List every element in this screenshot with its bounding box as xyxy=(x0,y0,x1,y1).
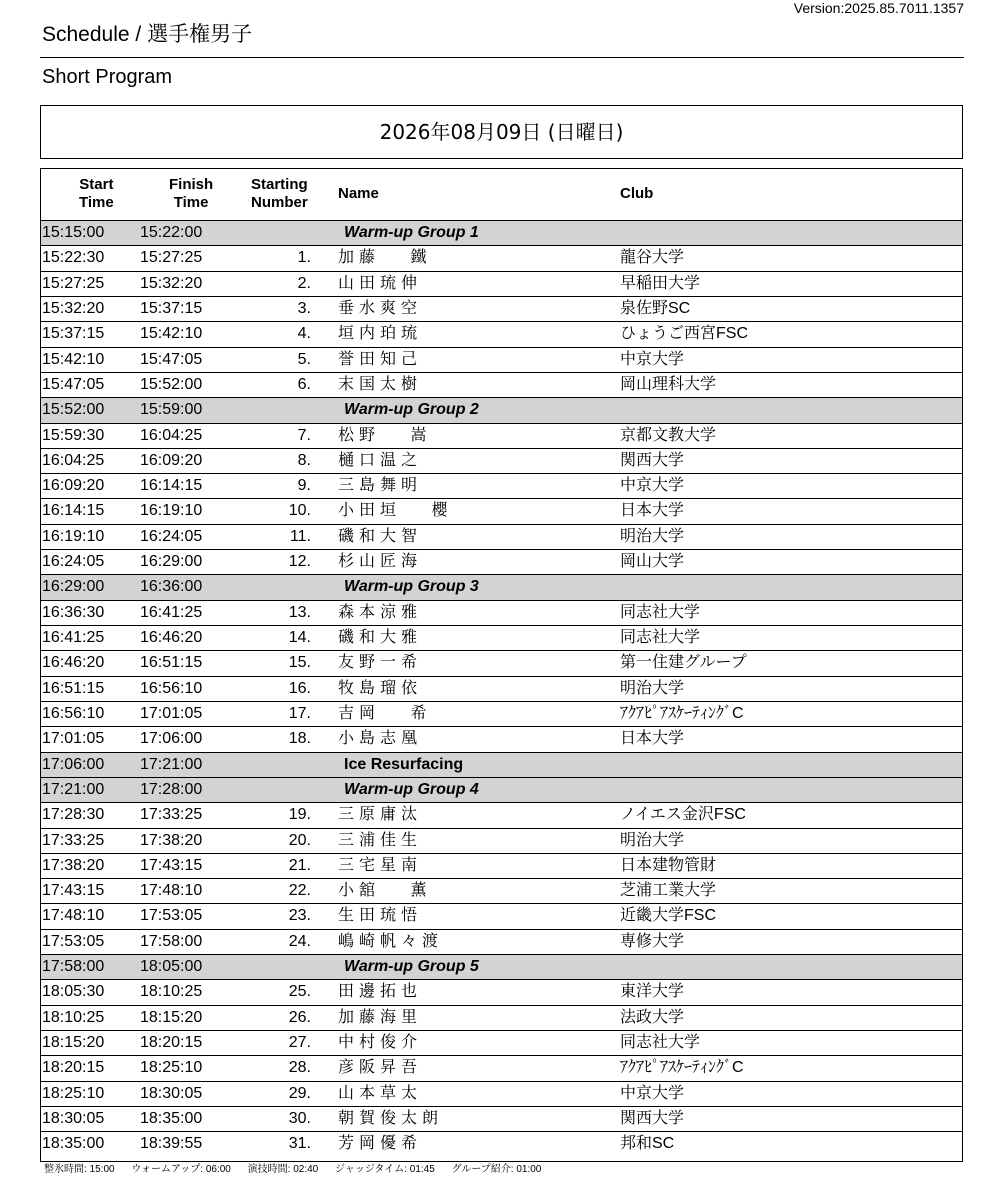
table-row xyxy=(41,727,962,752)
start-time-cell: 17:38:20 xyxy=(42,856,105,874)
skater-name-cell: 友野一希 xyxy=(338,654,423,672)
table-row xyxy=(41,297,962,322)
group-label-cell: Warm-up Group 4 xyxy=(344,780,479,798)
skater-name-cell: 三宅星南 xyxy=(338,856,423,874)
start-time-cell: 15:15:00 xyxy=(42,224,105,241)
starting-number-cell: 7. xyxy=(297,426,311,444)
skater-name-cell: 三島舞明 xyxy=(338,477,423,495)
skater-name-cell: 彦阪昇吾 xyxy=(338,1059,423,1077)
start-time-cell: 16:14:15 xyxy=(42,502,105,520)
starting-number-cell: 2. xyxy=(297,274,311,292)
club-cell: 第一住建グループ xyxy=(620,654,747,672)
start-time-cell: 17:21:00 xyxy=(42,780,105,798)
finish-time-cell: 15:32:20 xyxy=(140,274,203,292)
page-subtitle: Short Program xyxy=(42,66,173,88)
start-time-cell: 18:25:10 xyxy=(42,1084,105,1102)
footer-program-time: 演技時間: 02:40 xyxy=(247,1164,319,1175)
start-time-cell: 15:52:00 xyxy=(42,401,105,419)
finish-time-cell: 15:47:05 xyxy=(140,350,203,368)
footer-judge-time: ジャッジタイム: 01:45 xyxy=(335,1164,435,1175)
club-cell: 同志社大学 xyxy=(620,603,701,621)
finish-time-cell: 15:37:15 xyxy=(140,299,203,317)
group-label-cell: Warm-up Group 1 xyxy=(344,224,479,241)
finish-time-cell: 16:56:10 xyxy=(140,679,203,697)
finish-time-cell: 16:36:00 xyxy=(140,578,203,596)
club-cell: 早稲田大学 xyxy=(620,274,701,292)
skater-name-cell: 小舘 薫 xyxy=(338,882,432,900)
club-cell: 法政大学 xyxy=(620,1008,685,1026)
club-cell: 明治大学 xyxy=(620,679,685,697)
start-time-cell: 15:22:30 xyxy=(42,249,105,267)
start-time-cell: 16:09:20 xyxy=(42,477,105,495)
table-row xyxy=(41,550,962,575)
club-cell: 日本大学 xyxy=(620,730,685,748)
starting-number-cell: 17. xyxy=(288,704,311,722)
header-club: Club xyxy=(620,185,654,202)
starting-number-cell: 22. xyxy=(288,882,311,900)
table-row xyxy=(41,322,962,347)
start-time-cell: 18:20:15 xyxy=(42,1059,105,1077)
club-cell: 邦和SC xyxy=(620,1135,675,1153)
skater-name-cell: 芳岡優希 xyxy=(338,1135,423,1153)
starting-number-cell: 3. xyxy=(297,299,311,317)
table-row xyxy=(41,373,962,398)
table-row xyxy=(41,677,962,702)
start-time-cell: 18:10:25 xyxy=(42,1008,105,1026)
table-body xyxy=(41,221,962,1158)
title-bar xyxy=(40,16,964,58)
footer-summary xyxy=(44,1164,555,1176)
start-time-cell: 15:32:20 xyxy=(42,299,105,317)
start-time-cell: 16:46:20 xyxy=(42,654,105,672)
skater-name-cell: 山田琉伸 xyxy=(338,274,423,292)
table-row xyxy=(41,1107,962,1132)
start-time-cell: 16:41:25 xyxy=(42,629,105,646)
finish-time-cell: 15:42:10 xyxy=(140,325,203,343)
table-row xyxy=(41,525,962,550)
club-cell: 岡山大学 xyxy=(620,553,685,571)
finish-time-cell: 18:39:55 xyxy=(140,1135,203,1153)
finish-time-cell: 16:46:20 xyxy=(140,629,203,646)
skater-name-cell: 生田琉悟 xyxy=(338,907,423,925)
club-cell: 中京大学 xyxy=(620,350,685,368)
finish-time-cell: 16:51:15 xyxy=(140,654,203,672)
club-cell: 京都文教大学 xyxy=(620,426,717,444)
start-time-cell: 16:04:25 xyxy=(42,451,105,469)
table-row xyxy=(41,449,962,474)
table-row xyxy=(41,879,962,904)
finish-time-cell: 15:27:25 xyxy=(140,249,203,267)
start-time-cell: 15:59:30 xyxy=(42,426,105,444)
start-time-cell: 16:56:10 xyxy=(42,704,105,722)
table-row xyxy=(41,626,962,651)
club-cell: 日本大学 xyxy=(620,502,685,520)
skater-name-cell: 三原庸汰 xyxy=(338,806,423,824)
club-cell: 中京大学 xyxy=(620,1084,685,1102)
group-label-cell: Ice Resurfacing xyxy=(344,755,464,773)
starting-number-cell: 28. xyxy=(288,1059,311,1077)
skater-name-cell: 磯和大雅 xyxy=(338,629,423,646)
finish-time-cell: 18:10:25 xyxy=(140,983,203,1001)
club-cell: ｱｸｱﾋﾟｱｽｹｰﾃｨﾝｸﾞC xyxy=(620,1059,744,1077)
start-time-cell: 17:58:00 xyxy=(42,958,105,976)
finish-time-cell: 17:43:15 xyxy=(140,856,203,874)
start-time-cell: 17:01:05 xyxy=(42,730,105,748)
club-cell: 明治大学 xyxy=(620,831,685,849)
finish-time-cell: 16:14:15 xyxy=(140,477,203,495)
start-time-cell: 16:36:30 xyxy=(42,603,105,621)
table-row xyxy=(41,474,962,499)
start-time-cell: 16:19:10 xyxy=(42,527,105,545)
table-row xyxy=(41,930,962,955)
starting-number-cell: 25. xyxy=(288,983,311,1001)
table-row xyxy=(41,246,962,271)
header-start-time: Start Time xyxy=(79,176,114,211)
table-row xyxy=(41,272,962,297)
finish-time-cell: 16:09:20 xyxy=(140,451,203,469)
start-time-cell: 15:42:10 xyxy=(42,350,105,368)
club-cell: 関西大学 xyxy=(620,1109,685,1127)
club-cell: 龍谷大学 xyxy=(620,249,685,267)
finish-time-cell: 17:06:00 xyxy=(140,730,203,748)
start-time-cell: 18:30:05 xyxy=(42,1109,105,1127)
skater-name-cell: 杉山匠海 xyxy=(338,553,423,571)
starting-number-cell: 1. xyxy=(297,249,311,267)
finish-time-cell: 17:28:00 xyxy=(140,780,203,798)
club-cell: 専修大学 xyxy=(620,932,685,950)
warmup-group-row xyxy=(41,575,962,600)
skater-name-cell: 吉岡 希 xyxy=(338,704,432,722)
start-time-cell: 16:29:00 xyxy=(42,578,105,596)
skater-name-cell: 嶋崎帆々渡 xyxy=(338,932,444,950)
table-row xyxy=(41,1132,962,1157)
club-cell: 中京大学 xyxy=(620,477,685,495)
finish-time-cell: 17:38:20 xyxy=(140,831,203,849)
finish-time-cell: 18:15:20 xyxy=(140,1008,203,1026)
finish-time-cell: 18:05:00 xyxy=(140,958,203,976)
skater-name-cell: 牧島瑠依 xyxy=(338,679,423,697)
starting-number-cell: 8. xyxy=(297,451,311,469)
header-name: Name xyxy=(338,185,379,202)
start-time-cell: 15:37:15 xyxy=(42,325,105,343)
table-row xyxy=(41,424,962,449)
start-time-cell: 17:28:30 xyxy=(42,806,105,824)
club-cell: 芝浦工業大学 xyxy=(620,882,717,900)
warmup-group-row xyxy=(41,398,962,423)
club-cell: 近畿大学FSC xyxy=(620,907,717,925)
table-row xyxy=(41,348,962,373)
start-time-cell: 18:05:30 xyxy=(42,983,105,1001)
skater-name-cell: 森本涼雅 xyxy=(338,603,423,621)
table-row xyxy=(41,904,962,929)
start-time-cell: 16:51:15 xyxy=(42,679,105,697)
skater-name-cell: 小島志凰 xyxy=(338,730,423,748)
finish-time-cell: 18:30:05 xyxy=(140,1084,203,1102)
finish-time-cell: 18:35:00 xyxy=(140,1109,203,1127)
warmup-group-row xyxy=(41,955,962,980)
table-row xyxy=(41,1056,962,1081)
table-row xyxy=(41,854,962,879)
table-row xyxy=(41,1082,962,1107)
event-date: 2026年08月09日 (日曜日) xyxy=(379,120,624,144)
starting-number-cell: 6. xyxy=(297,375,311,393)
skater-name-cell: 磯和大智 xyxy=(338,527,423,545)
starting-number-cell: 9. xyxy=(297,477,311,495)
finish-time-cell: 15:22:00 xyxy=(140,224,203,241)
finish-time-cell: 15:52:00 xyxy=(140,375,203,393)
resurfacing-row xyxy=(41,753,962,778)
starting-number-cell: 24. xyxy=(288,932,311,950)
finish-time-cell: 17:33:25 xyxy=(140,806,203,824)
finish-time-cell: 16:04:25 xyxy=(140,426,203,444)
group-label-cell: Warm-up Group 5 xyxy=(344,958,479,976)
skater-name-cell: 末国太樹 xyxy=(338,375,423,393)
skater-name-cell: 誉田知己 xyxy=(338,350,423,368)
finish-time-cell: 16:19:10 xyxy=(140,502,203,520)
starting-number-cell: 21. xyxy=(288,856,311,874)
table-row xyxy=(41,1006,962,1031)
starting-number-cell: 20. xyxy=(288,831,311,849)
starting-number-cell: 18. xyxy=(288,730,311,748)
finish-time-cell: 18:25:10 xyxy=(140,1059,203,1077)
finish-time-cell: 17:48:10 xyxy=(140,882,203,900)
footer-warmup-time: ウォームアップ: 06:00 xyxy=(131,1164,231,1175)
start-time-cell: 15:47:05 xyxy=(42,375,105,393)
warmup-group-row xyxy=(41,221,962,246)
club-cell: ひょうご西宮FSC xyxy=(620,325,749,343)
club-cell: 関西大学 xyxy=(620,451,685,469)
page-title: Schedule / 選手権男子 xyxy=(42,23,253,46)
starting-number-cell: 26. xyxy=(288,1008,311,1026)
start-time-cell: 17:53:05 xyxy=(42,932,105,950)
skater-name-cell: 加藤海里 xyxy=(338,1008,423,1026)
table-row xyxy=(41,980,962,1005)
starting-number-cell: 10. xyxy=(288,502,311,520)
starting-number-cell: 4. xyxy=(297,325,311,343)
starting-number-cell: 11. xyxy=(289,527,311,545)
skater-name-cell: 山本草太 xyxy=(338,1084,423,1102)
starting-number-cell: 13. xyxy=(288,603,311,621)
finish-time-cell: 17:01:05 xyxy=(140,704,203,722)
start-time-cell: 17:43:15 xyxy=(42,882,105,900)
club-cell: ｱｸｱﾋﾟｱｽｹｰﾃｨﾝｸﾞC xyxy=(620,704,744,722)
start-time-cell: 18:35:00 xyxy=(42,1135,105,1153)
table-row xyxy=(41,803,962,828)
finish-time-cell: 16:29:00 xyxy=(140,553,203,571)
club-cell: 日本建物管財 xyxy=(620,856,717,874)
skater-name-cell: 田邊拓也 xyxy=(338,983,423,1001)
finish-time-cell: 17:58:00 xyxy=(140,932,203,950)
club-cell: 東洋大学 xyxy=(620,983,685,1001)
warmup-group-row xyxy=(41,778,962,803)
starting-number-cell: 30. xyxy=(288,1109,311,1127)
footer-resurfacing-time: 整氷時間: 15:00 xyxy=(44,1164,115,1175)
skater-name-cell: 三浦佳生 xyxy=(338,831,423,849)
skater-name-cell: 樋口温之 xyxy=(338,451,423,469)
finish-time-cell: 17:21:00 xyxy=(140,755,203,773)
starting-number-cell: 27. xyxy=(288,1034,311,1051)
table-row xyxy=(41,499,962,524)
start-time-cell: 18:15:20 xyxy=(42,1034,105,1051)
starting-number-cell: 15. xyxy=(288,654,311,672)
finish-time-cell: 17:53:05 xyxy=(140,907,203,925)
club-cell: 明治大学 xyxy=(620,527,685,545)
start-time-cell: 16:24:05 xyxy=(42,553,105,571)
skater-name-cell: 松野 嵩 xyxy=(338,426,432,444)
starting-number-cell: 14. xyxy=(288,629,311,646)
group-label-cell: Warm-up Group 2 xyxy=(344,401,479,419)
club-cell: 泉佐野SC xyxy=(620,299,691,317)
skater-name-cell: 加藤 鐵 xyxy=(338,249,432,267)
club-cell: ノイエス金沢FSC xyxy=(620,806,746,824)
skater-name-cell: 垂水爽空 xyxy=(338,299,423,317)
starting-number-cell: 19. xyxy=(288,806,311,824)
starting-number-cell: 12. xyxy=(288,553,311,571)
group-label-cell: Warm-up Group 3 xyxy=(344,578,479,596)
start-time-cell: 15:27:25 xyxy=(42,274,105,292)
skater-name-cell: 小田垣 櫻 xyxy=(338,502,453,520)
starting-number-cell: 29. xyxy=(288,1084,311,1102)
club-cell: 同志社大学 xyxy=(620,1034,701,1051)
finish-time-cell: 15:59:00 xyxy=(140,401,203,419)
table-row xyxy=(41,1031,962,1056)
skater-name-cell: 中村俊介 xyxy=(338,1034,423,1051)
starting-number-cell: 16. xyxy=(288,679,311,697)
table-row xyxy=(41,702,962,727)
finish-time-cell: 18:20:15 xyxy=(140,1034,203,1051)
starting-number-cell: 23. xyxy=(288,907,311,925)
skater-name-cell: 朝賀俊太朗 xyxy=(338,1109,444,1127)
table-row xyxy=(41,829,962,854)
skater-name-cell: 垣内珀琉 xyxy=(338,325,423,343)
table-row xyxy=(41,601,962,626)
footer-group-intro-time: グループ紹介: 01:00 xyxy=(451,1164,542,1175)
date-box xyxy=(40,105,963,159)
starting-number-cell: 31. xyxy=(288,1135,311,1153)
finish-time-cell: 16:41:25 xyxy=(140,603,203,621)
start-time-cell: 17:33:25 xyxy=(42,831,105,849)
start-time-cell: 17:48:10 xyxy=(42,907,105,925)
header-finish-time: Finish Time xyxy=(169,176,214,211)
header-starting-number: Starting Number xyxy=(251,176,308,211)
version-label: Version:2025.85.7011.1357 xyxy=(793,0,964,16)
club-cell: 同志社大学 xyxy=(620,629,701,646)
club-cell: 岡山理科大学 xyxy=(620,375,717,393)
starting-number-cell: 5. xyxy=(297,350,311,368)
table-row xyxy=(41,651,962,676)
schedule-table xyxy=(40,168,963,1162)
finish-time-cell: 16:24:05 xyxy=(140,527,203,545)
table-header xyxy=(41,169,962,221)
start-time-cell: 17:06:00 xyxy=(42,755,105,773)
